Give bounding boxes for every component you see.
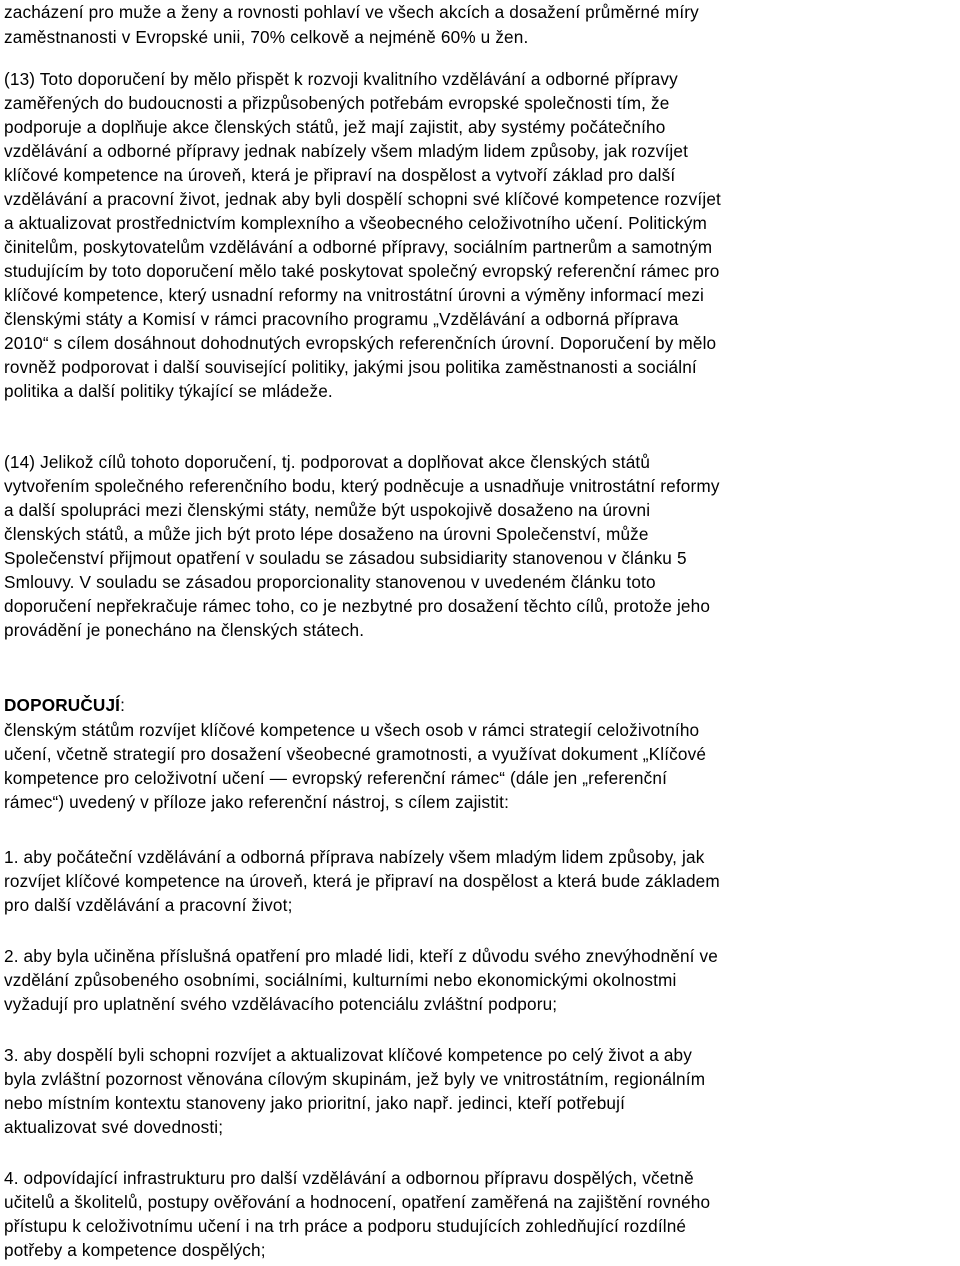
text-line: doporučení nepřekračuje rámec toho, co je nezbytné pro dosažení těchto cílů, protože jeho (4, 596, 711, 616)
text-line: učení, včetně strategií pro dosažení všeobecné gramotnosti, a využívat dokument „Klíčové (4, 744, 707, 764)
text-line: členskými státy a Komisí v rámci pracovního programu „Vzdělávání a odborná příprava (4, 309, 679, 329)
text-line: Smlouvy. V souladu se zásadou proporcionality stanovenou v uvedeném článku toto (4, 572, 656, 592)
text-line: členským státům rozvíjet klíčové kompetence u všech osob v rámci strategií celoživotního (4, 720, 700, 740)
text-line: a další spolupráci mezi členskými státy, nemůže být uspokojivě dosaženo na úrovni (4, 500, 651, 520)
text-line: studujícím by toto doporučení mělo také poskytovat společný evropský referenční rámec pro (4, 261, 720, 281)
text-line: zaměstnanosti v Evropské unii, 70% celkově a nejméně 60% u žen. (4, 27, 529, 47)
recommends-heading-text: DOPORUČUJÍ (4, 695, 121, 715)
recommends-heading (4, 693, 125, 717)
text-line: aktualizovat své dovednosti; (4, 1117, 224, 1137)
text-line: pro další vzdělávání a pracovní život; (4, 895, 293, 915)
text-line: podporuje a doplňuje akce členských států, jež mají zajistit, aby systémy počátečního (4, 117, 666, 137)
text-line: potřeby a kompetence dospělých; (4, 1240, 266, 1260)
text-line: vzdělání způsobeného osobními, sociálními, kulturními nebo ekonomickými okolnostmi (4, 970, 677, 990)
text-line: 1. aby počáteční vzdělávání a odborná příprava nabízely všem mladým lidem způsoby, jak (4, 847, 705, 867)
text-line: politika a další politiky týkající se mládeže. (4, 381, 333, 401)
text-line: (13) Toto doporučení by mělo přispět k rozvoji kvalitního vzdělávání a odborné přípravy (4, 69, 678, 89)
text-line: provádění je ponecháno na členských státech. (4, 620, 365, 640)
recommends-heading-colon: : (120, 695, 126, 715)
text-line: zaměřených do budoucnosti a přizpůsobených potřebám evropské společnosti tím, že (4, 93, 670, 113)
text-line: 4. odpovídající infrastrukturu pro další vzdělávání a odbornou přípravu dospělých, včetně (4, 1168, 694, 1188)
text-line: členských států, a může jich být proto lépe dosaženo na úrovni Společenství, může (4, 524, 649, 544)
text-line: činitelům, poskytovatelům vzdělávání a odborné přípravy, sociálním partnerům a samotným (4, 237, 713, 257)
text-line: klíčové kompetence, který usnadní reformy na vnitrostátní úrovni a výměny informací mezi (4, 285, 705, 305)
text-line: a aktualizovat prostřednictvím komplexního a všeobecného celoživotního učení. Politickým (4, 213, 707, 233)
text-line: vzdělávání a odborné přípravy jednak nabízely všem mladým lidem způsoby, jak rozvíjet (4, 141, 689, 161)
text-line: rozvíjet klíčové kompetence na úroveň, která je připraví na dospělost a která bude základem (4, 871, 720, 891)
text-line: vzdělávání a pracovní život, jednak aby byli dospělí schopni své klíčové kompetence rozvíjet (4, 189, 721, 209)
text-line: 2. aby byla učiněna příslušná opatření pro mladé lidi, kteří z důvodu svého znevýhodnění ve (4, 946, 718, 966)
text-line: kompetence pro celoživotní učení — evropský referenční rámec“ (dále jen „referenční (4, 768, 668, 788)
text-line: Společenství přijmout opatření v souladu se zásadou subsidiarity stanovenou v článku 5 (4, 548, 687, 568)
text-line: vytvořením společného referenčního bodu, který podněcuje a usnadňuje vnitrostátní reformy (4, 476, 720, 496)
text-line: 3. aby dospělí byli schopni rozvíjet a aktualizovat klíčové kompetence po celý život a aby (4, 1045, 692, 1065)
text-line: přístupu k celoživotnímu učení i na trh práce a podporu studujících zohledňující rozdílné (4, 1216, 687, 1236)
text-line: klíčové kompetence na úroveň, která je připraví na dospělost a vytvoří základ pro další (4, 165, 676, 185)
text-line: nebo místním kontextu stanoveny jako prioritní, jako např. jedinci, kteří potřebují (4, 1093, 626, 1113)
text-line: rovněž podporovat i další související politiky, jakými jsou politika zaměstnanosti a sociální (4, 357, 697, 377)
text-line: vyžadují pro uplatnění svého vzdělávacího potenciálu zvláštní podporu; (4, 994, 558, 1014)
text-line: rámec“) uvedený v příloze jako referenční nástroj, s cílem zajistit: (4, 792, 510, 812)
text-line: učitelů a školitelů, postupy ověřování a hodnocení, opatření zaměřená na zajištění rovného (4, 1192, 711, 1212)
text-line: 2010“ s cílem dosáhnout dohodnutých evropských referenčních úrovní. Doporučení by mělo (4, 333, 717, 353)
text-line: (14) Jelikož cílů tohoto doporučení, tj. podporovat a doplňovat akce členských států (4, 452, 651, 472)
text-line: zacházení pro muže a ženy a rovnosti pohlaví ve všech akcích a dosažení průměrné míry (4, 2, 699, 22)
text-line: byla zvláštní pozornost věnována cílovým skupinám, jež byly ve vnitrostátním, regionálním (4, 1069, 706, 1089)
